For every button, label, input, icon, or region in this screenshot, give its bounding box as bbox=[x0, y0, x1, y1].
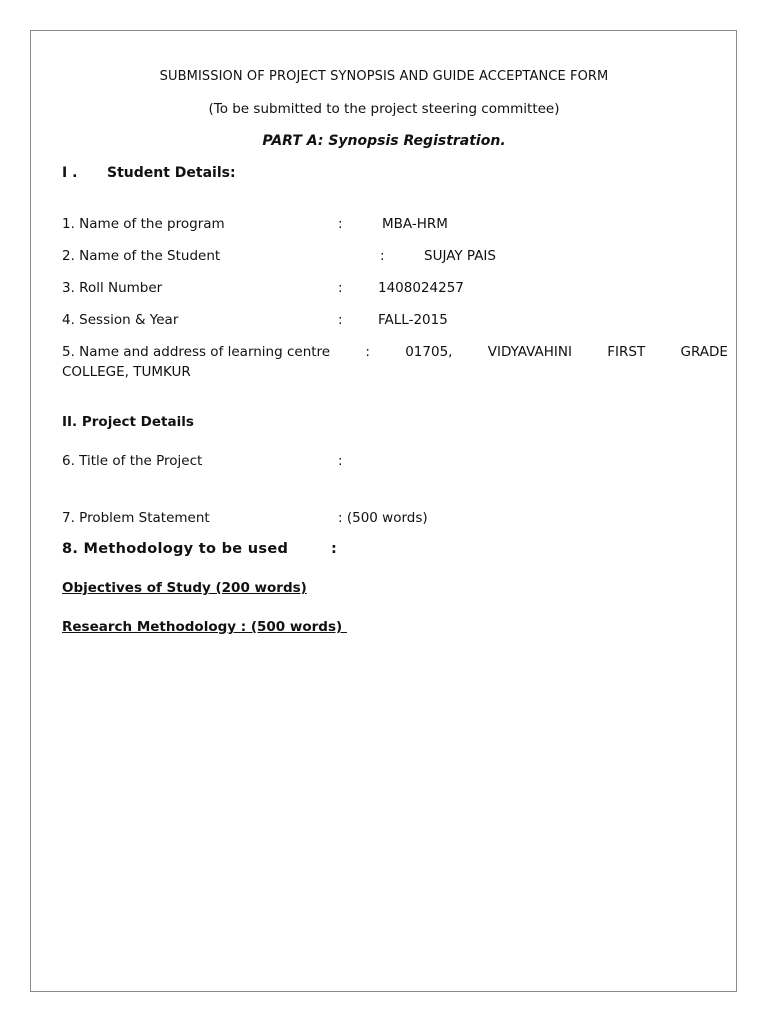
student-section-heading: Student Details: bbox=[107, 165, 236, 181]
project-section-heading: II. Project Details bbox=[62, 414, 194, 430]
roll-number-value: 1408024257 bbox=[378, 280, 464, 296]
learning-centre-name-2: FIRST bbox=[607, 344, 646, 360]
student-name-label: 2. Name of the Student bbox=[62, 248, 221, 264]
learning-centre-name-1: VIDYAVAHINI bbox=[487, 344, 572, 360]
learning-centre-label: 5. Name and address of learning centre bbox=[62, 344, 331, 360]
learning-centre-row bbox=[62, 344, 728, 360]
project-title-colon: : bbox=[338, 453, 343, 469]
problem-statement-label: 7. Problem Statement bbox=[62, 510, 210, 526]
program-colon: : bbox=[338, 216, 343, 232]
student-name-colon: : bbox=[380, 248, 385, 264]
learning-centre-continuation: COLLEGE, TUMKUR bbox=[62, 364, 191, 380]
student-name-value: SUJAY PAIS bbox=[424, 248, 496, 264]
program-label: 1. Name of the program bbox=[62, 216, 225, 232]
problem-statement-value: : (500 words) bbox=[338, 510, 428, 526]
objectives-heading: Objectives of Study (200 words) bbox=[62, 580, 307, 596]
session-year-colon: : bbox=[338, 312, 343, 328]
roll-number-colon: : bbox=[338, 280, 343, 296]
roll-number-label: 3. Roll Number bbox=[62, 280, 163, 296]
program-value: MBA-HRM bbox=[382, 216, 448, 232]
methodology-label: 8. Methodology to be used bbox=[62, 541, 289, 557]
research-methodology-heading: Research Methodology : (500 words) bbox=[62, 619, 347, 635]
form-title: SUBMISSION OF PROJECT SYNOPSIS AND GUIDE ACCEPTANCE FORM bbox=[159, 69, 609, 84]
session-year-label: 4. Session & Year bbox=[62, 312, 179, 328]
project-title-label: 6. Title of the Project bbox=[62, 453, 203, 469]
methodology-colon: : bbox=[331, 541, 337, 557]
learning-centre-name-3: GRADE bbox=[680, 344, 728, 360]
form-subtitle: (To be submitted to the project steering committee) bbox=[208, 101, 560, 117]
learning-centre-code: 01705, bbox=[405, 344, 453, 360]
student-section-numeral: I . bbox=[62, 165, 78, 181]
session-year-value: FALL-2015 bbox=[378, 312, 448, 328]
part-a-heading: PART A: Synopsis Registration. bbox=[262, 133, 506, 149]
learning-centre-colon: : bbox=[365, 344, 370, 360]
